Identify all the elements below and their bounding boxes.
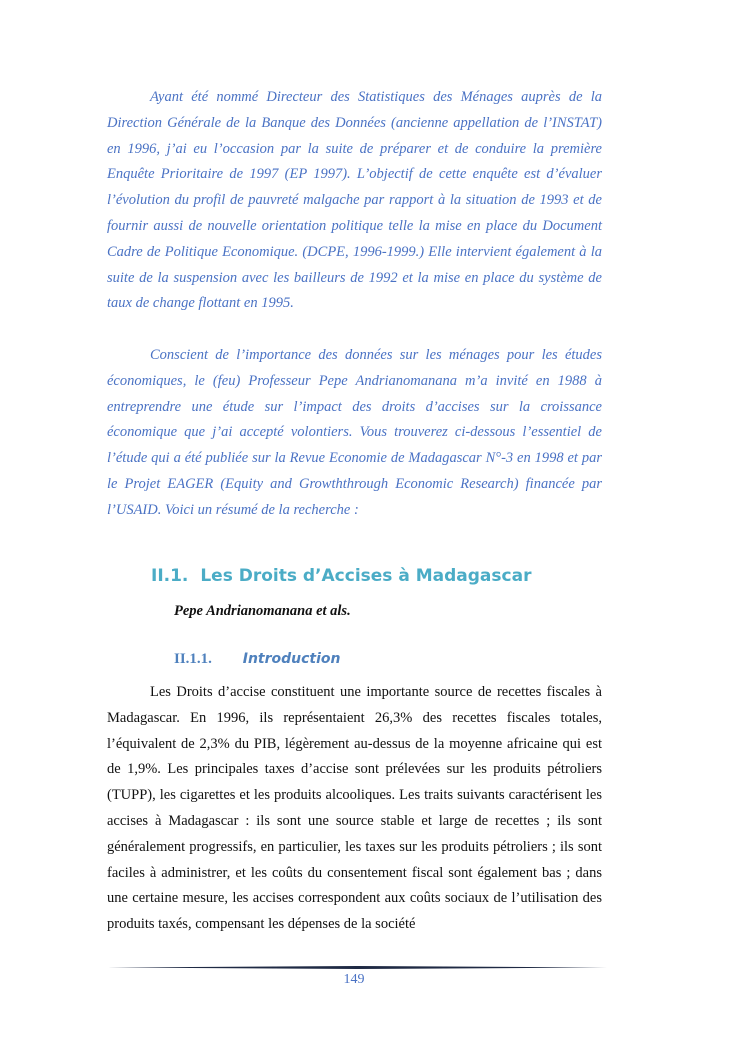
section-heading <box>151 566 531 586</box>
introduction-paragraph: Les Droits d’accise constituent une importante source de recettes fiscales à Madagascar. En 1996, ils représentaient 26,3% des recettes fiscales totales, l’équivalent de 2,3% du PIB, légèrement au-dessus de la moyenne africaine qui est de 1,9%. Les principales taxes d’accise sont prélevées sur les produits pétroliers (TUPP), les cigarettes et les produits alcooliques. Les traits suivants caractérisent les accises à Madagascar : ils sont une source stable et large de recettes ; ils sont généralement progressifs, en particulier, les taxes sur les produits pétroliers ; ils sont faciles à administrer, et les coûts du consentement fiscal sont également bas ; dans une certaine mesure, les accises correspondent aux coûts sociaux de l’utilisation des produits taxés, compensant les dépenses de la société <box>107 684 602 933</box>
section-author: Pepe Andrianomanana et als. <box>174 603 351 619</box>
page-number: 149 <box>343 972 365 987</box>
footer-divider <box>107 966 607 969</box>
section-title: Les Droits d’Accises à Madagascar <box>200 566 532 586</box>
subsection-number: II.1.1. <box>174 651 212 667</box>
subsection-title: Introduction <box>242 651 341 667</box>
intro-paragraph-1: Ayant été nommé Directeur des Statistiques des Ménages auprès de la Direction Générale de la Banque des Données (ancienne appellation de l’INSTAT) en 1996, j’ai eu l’occasion par la suite de préparer et de conduire la première Enquête Prioritaire de 1997 (EP 1997). L’objectif de cette enquête est d’évaluer l’évolution du profil de pauvreté malgache par rapport à la situation de 1993 et de fournir aussi de nouvelle orientation politique telle la mise en place du Document Cadre de Politique Economique. (DCPE, 1996-1999.) Elle intervient également à la suite de la suspension avec les bailleurs de 1992 et la mise en place du système de taux de change flottant en 1995. <box>107 89 602 312</box>
section-number: II.1. <box>151 566 189 586</box>
subsection-heading <box>174 651 341 668</box>
intro-paragraph-2: Conscient de l’importance des données sur les ménages pour les études économiques, le (feu) Professeur Pepe Andrianomanana m’a invité en 1988 à entreprendre une étude sur l’impact des droits d’accises sur la croissance économique que j’ai accepté volontiers. Vous trouverez ci-dessous l’essentiel de l’étude qui a été publiée sur la Revue Economie de Madagascar N°-3 en 1998 et par le Projet EAGER (Equity and Growththrough Economic Research) financée par l’USAID. Voici un résumé de la recherche : <box>107 347 602 518</box>
